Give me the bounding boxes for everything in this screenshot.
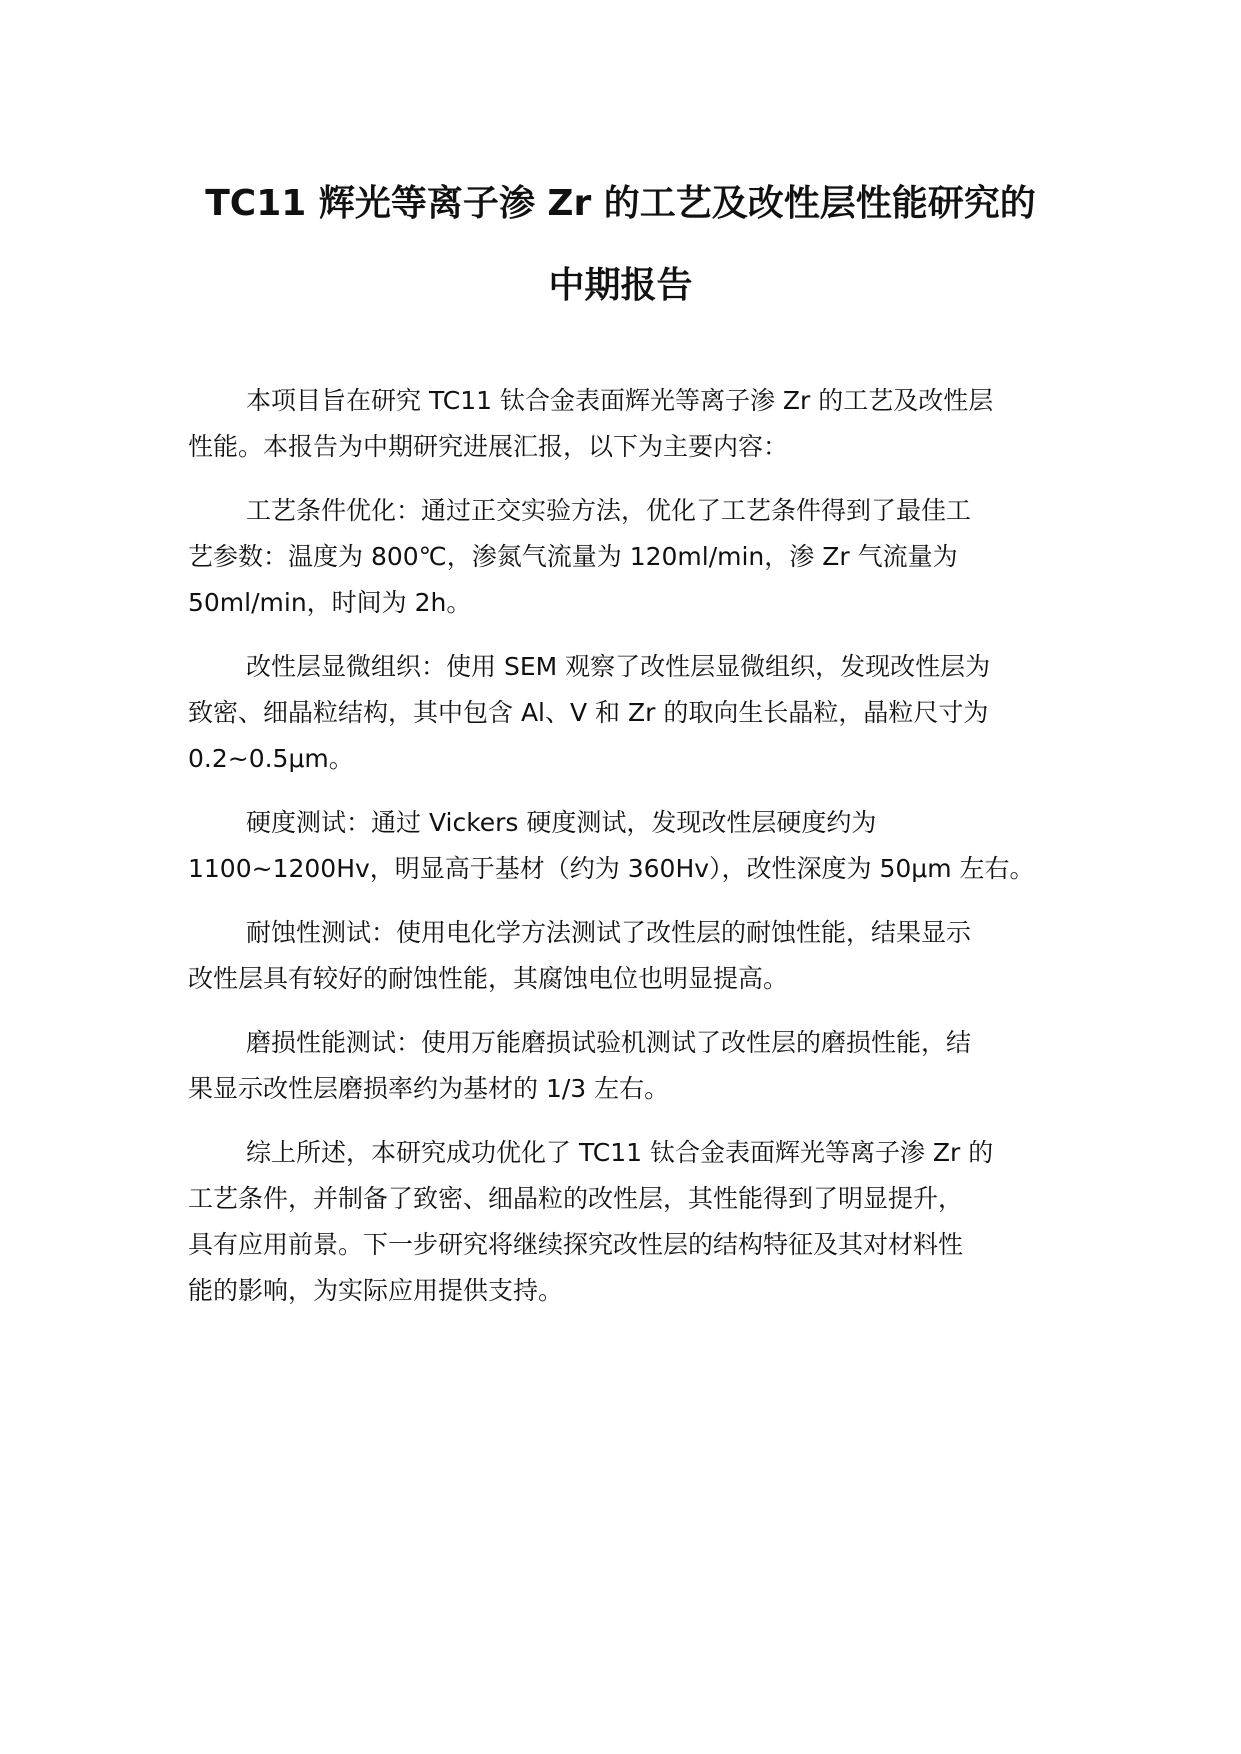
paragraph-line: 改性层显微组织：使用 SEM 观察了改性层显微组织，发现改性层为 xyxy=(246,652,991,681)
paragraph-line: 本项目旨在研究 TC11 钛合金表面辉光等离子渗 Zr 的工艺及改性层 xyxy=(246,386,994,415)
paragraph-line: 综上所述，本研究成功优化了 TC11 钛合金表面辉光等离子渗 Zr 的 xyxy=(246,1138,994,1167)
document-title-line-1: TC11 辉光等离子渗 Zr 的工艺及改性层性能研究的 xyxy=(205,183,1036,224)
paragraph-intro xyxy=(188,378,1088,470)
paragraph-line: 具有应用前景。下一步研究将继续探究改性层的结构特征及其对材料性 xyxy=(188,1230,964,1259)
paragraph-line: 艺参数：温度为 800℃，渗氮气流量为 120ml/min，渗 Zr 气流量为 xyxy=(188,542,958,571)
paragraph-line: 改性层具有较好的耐蚀性能，其腐蚀电位也明显提高。 xyxy=(188,964,789,993)
paragraph-microstructure xyxy=(188,644,1088,782)
paragraph-line: 耐蚀性测试：使用电化学方法测试了改性层的耐蚀性能，结果显示 xyxy=(246,918,972,947)
paragraph-line: 磨损性能测试：使用万能磨损试验机测试了改性层的磨损性能，结 xyxy=(246,1028,972,1057)
paragraph-line: 果显示改性层磨损率约为基材的 1/3 左右。 xyxy=(188,1074,670,1103)
paragraph-line: 工艺条件，并制备了致密、细晶粒的改性层，其性能得到了明显提升， xyxy=(188,1184,964,1213)
paragraph-line: 工艺条件优化：通过正交实验方法，优化了工艺条件得到了最佳工 xyxy=(246,496,972,525)
paragraph-line: 硬度测试：通过 Vickers 硬度测试，发现改性层硬度约为 xyxy=(246,808,877,837)
paragraph-process-optimization xyxy=(188,488,1088,626)
paragraph-hardness xyxy=(188,800,1088,892)
paragraph-line: 能的影响，为实际应用提供支持。 xyxy=(188,1276,564,1305)
paragraph-line: 性能。本报告为中期研究进展汇报，以下为主要内容： xyxy=(188,432,789,461)
paragraph-line: 50ml/min，时间为 2h。 xyxy=(188,588,472,617)
paragraph-line: 0.2~0.5μm。 xyxy=(188,744,354,773)
paragraph-line: 致密、细晶粒结构，其中包含 Al、V 和 Zr 的取向生长晶粒，晶粒尺寸为 xyxy=(188,698,989,727)
paragraph-conclusion xyxy=(188,1130,1088,1314)
paragraph-wear xyxy=(188,1020,1088,1112)
paragraph-line: 1100~1200Hv，明显高于基材（约为 360Hv），改性深度为 50μm 左右。 xyxy=(188,854,1035,883)
document-body xyxy=(188,378,1088,1332)
paragraph-corrosion xyxy=(188,910,1088,1002)
document-title-line-2: 中期报告 xyxy=(548,265,693,306)
